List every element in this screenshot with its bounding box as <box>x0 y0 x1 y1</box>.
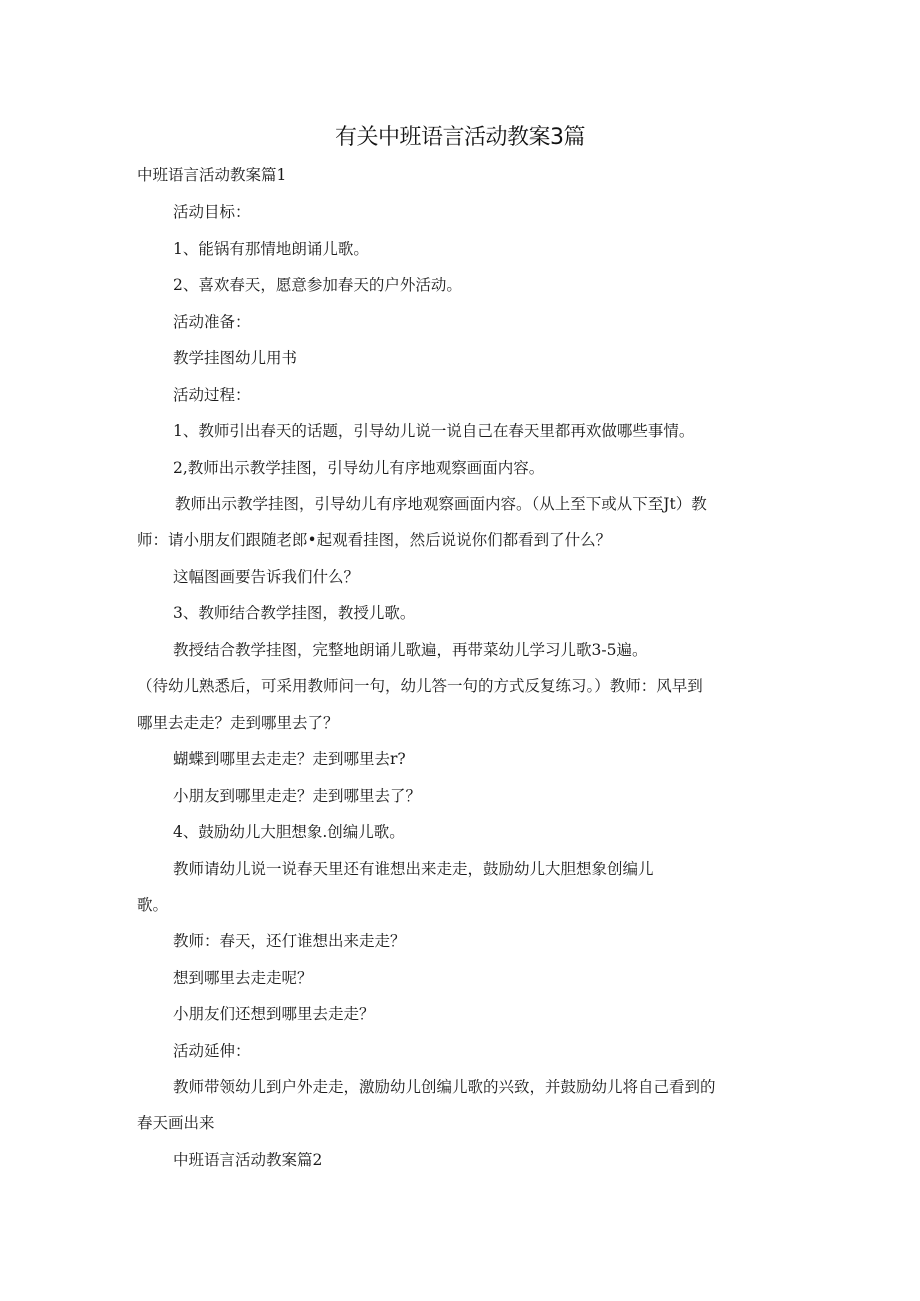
paragraph-line: 哪里去走走？走到哪里去了？ <box>137 714 339 732</box>
section-heading-2: 中班语言活动教案篇2 <box>173 1151 323 1169</box>
paragraph-line: 4、鼓励幼儿大胆想象.创编儿歌。 <box>173 823 405 841</box>
paragraph-line: 1、教师引出春天的话题，引导幼儿说一说自己在春天里都再欢做哪些事情。 <box>173 422 695 440</box>
paragraph-line: 1、能锅有那情地朗诵儿歌。 <box>173 240 369 258</box>
paragraph-line: 想到哪里去走走呢？ <box>173 969 313 987</box>
paragraph-line: 这幅图画要告诉我们什么？ <box>173 568 360 586</box>
paragraph-line: 春天画出来 <box>137 1114 215 1132</box>
paragraph-line: 2,教师出示教学挂图，引导幼儿有序地观察画面内容。 <box>173 459 545 477</box>
paragraph-line: 歌。 <box>137 896 169 914</box>
paragraph-line: 教授结合教学挂图，完整地朗诵儿歌遍，再带菜幼儿学习儿歌3-5遍。 <box>173 641 648 659</box>
paragraph-line: 3、教师结合教学挂图，教授儿歌。 <box>173 604 416 622</box>
paragraph-line: 教师：春天，还仃谁想出来走走？ <box>173 932 406 950</box>
paragraph-line: 蝴蝶到哪里去走走？走到哪里去r? <box>173 750 406 768</box>
paragraph-line: 活动准备： <box>173 313 251 331</box>
paragraph-line: 师：请小朋友们跟随老郎•起观看挂图，然后说说你们都看到了什么？ <box>137 531 612 549</box>
paragraph-line: 教学挂图幼儿用书 <box>173 349 298 367</box>
paragraph-line: 教师带领幼儿到户外走走，激励幼儿创编儿歌的兴致，并鼓励幼儿将自己看到的 <box>173 1078 716 1096</box>
paragraph-line: 活动过程： <box>173 386 251 404</box>
paragraph-line: 教师出示教学挂图，引导幼儿有序地观察画面内容。（从上至下或从下至Jt）教 <box>175 495 707 513</box>
paragraph-line: 活动目标： <box>173 203 251 221</box>
paragraph-line: （待幼儿熟悉后，可采用教师问一句，幼儿答一句的方式反复练习。）教师：风早到 <box>137 677 703 695</box>
paragraph-line: 2、喜欢春天，愿意参加春天的户外活动。 <box>173 276 462 294</box>
paragraph-line: 小朋友到哪里走走？走到哪里去了？ <box>173 787 422 805</box>
paragraph-line: 活动延伸： <box>173 1042 251 1060</box>
paragraph-line: 教师请幼儿说一说春天里还有谁想出来走走，鼓励幼儿大胆想象创编儿 <box>173 860 654 878</box>
document-title: 有关中班语言活动教案3篇 <box>335 125 585 150</box>
section-heading-1: 中班语言活动教案篇1 <box>137 166 287 184</box>
paragraph-line: 小朋友们还想到哪里去走走？ <box>173 1005 375 1023</box>
